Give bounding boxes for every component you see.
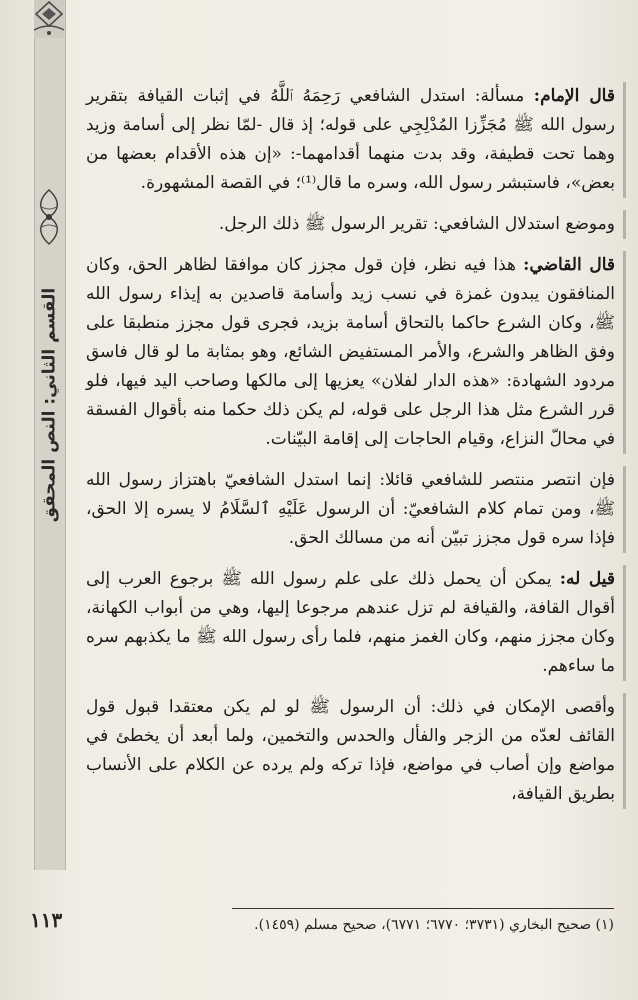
paragraph <box>86 251 626 454</box>
paragraph-text: يمكن أن يحمل ذلك على علم رسول الله ﷺ برجوع العرب إلى أقوال القافة، والقيافة لم تزل عندهم مرجوعا إليها، وهي من أبواب الكهانة، وكان مجزز منهم، وكان الغمز منهم، فلما رأى رسول الله ﷺ ما يكذبهم سره ما ساءهم. <box>86 569 615 676</box>
paragraph-lead: قيل له: <box>559 569 616 589</box>
paragraph-text: وموضع استدلال الشافعي: تقرير الرسول ﷺ ذلك الرجل. <box>218 214 615 234</box>
page-number: ١١٣ <box>30 908 63 932</box>
paragraph <box>86 82 626 198</box>
paragraph-lead: قال القاضي: <box>523 255 616 275</box>
paragraph-text: هذا فيه نظر، فإن قول مجزز كان موافقا لظاهر الحق، وكان المنافقون يبدون غمزة في نسب زيد وأسامة قاصدين به إيذاء رسول الله ﷺ، وكان الشرع حاكما بالتحاق أسامة بزيد، فجرى قول مجزز منطبقا على وفق الظاهر والشرع، والأمر المستفيض الشائع، وهو بمثابة ما لو قال فاسق مردود الشهادة: «هذه الدار لفلان» يعزيها إلى مالكها وصاحب اليد فيها، فلو قرر الشرع مثل هذا الرجل على قوله، لم يكن ذلك حكما منه بأقوال الفسقة في محالّ النزاع، وقيام الحاجات إلى إقامة البيّنات. <box>86 255 615 449</box>
footnote-divider <box>232 908 614 909</box>
paragraph <box>86 466 626 553</box>
corner-ornament-icon <box>28 0 70 38</box>
paragraph-text: مسألة: استدل الشافعي رَحِمَهُ ٱللَّهُ في إثبات القيافة بتقرير رسول الله ﷺ مُجَزِّزا المُدْلِجِي على قوله؛ إذ قال -لمّا نظر إلى أسامة وزيد وهما تحت قطيفة، وقد بدت منهما أقدامهما-: «إن هذه الأقدام بعضها من بعض»، فاستبشر رسول الله، وسره ما قال⁽¹⁾؛ في القصة المشهورة. <box>86 86 615 193</box>
section-running-title <box>34 255 64 555</box>
paragraph-text: فإن انتصر منتصر للشافعي قائلا: إنما استدل الشافعيّ باهتزاز رسول الله ﷺ، ومن تمام كلام الشافعيّ: أن الرسول عَلَيْهِ ٱلسَّلَامُ لا يسره إلا الحق، فإذا سره قول مجزز تبيّن أنه من مسالك الحق. <box>86 470 615 548</box>
main-text <box>86 82 614 821</box>
paragraph-lead: قال الإمام: <box>533 86 615 106</box>
footnote: (١) صحيح البخاري (٣٧٣١؛ ٦٧٧٠؛ ٦٧٧١)، صحيح مسلم (١٤٥٩). <box>254 917 614 933</box>
paragraph <box>86 565 626 681</box>
paragraph <box>86 210 626 239</box>
floral-ornament-icon <box>34 186 64 248</box>
paragraph-text: وأقصى الإمكان في ذلك: أن الرسول ﷺ لو لم يكن معتقدا قبول قول القائف لعدّه من الزجر والفأل والحدس والتخمين، ولما أبعد أن يخطئ في مواضع وإن أصاب في مواضع، فإذا تركه ولم يرده عن الكلام على الأنساب بطريق القيافة، <box>86 697 615 804</box>
section-title-text: القسم الثاني: النص المحقق <box>39 287 60 523</box>
paragraph <box>86 693 626 809</box>
